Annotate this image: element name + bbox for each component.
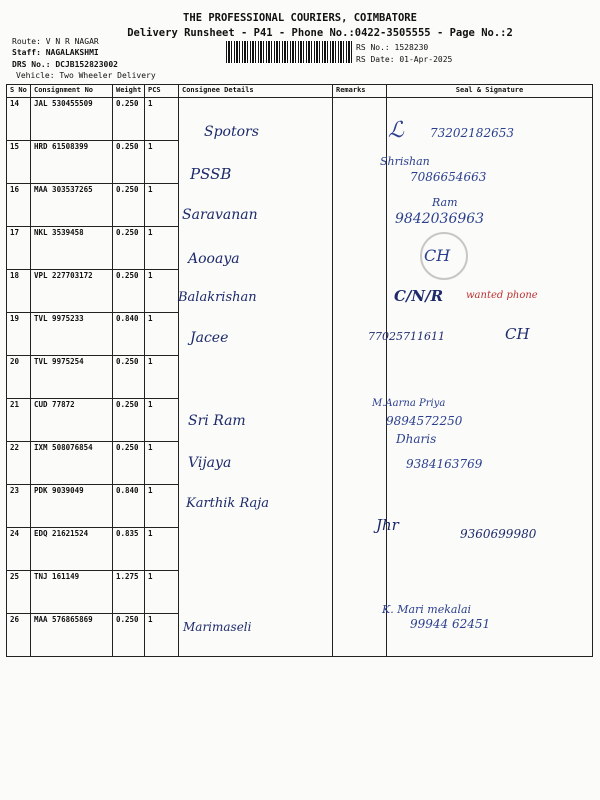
cell-remarks <box>333 614 387 657</box>
handwritten-name: Karthik Raja <box>186 496 270 511</box>
signature-mark: ℒ <box>388 118 404 143</box>
cell-sno: 21 <box>7 399 31 442</box>
table-row <box>7 571 593 614</box>
cell-sno: 14 <box>7 98 31 141</box>
cell-consignment: VPL 227703172 <box>31 270 113 313</box>
handwritten-phone: 7086654663 <box>410 170 487 184</box>
cell-sno: 22 <box>7 442 31 485</box>
cell-weight: 0.840 <box>113 313 145 356</box>
cell-sno: 25 <box>7 571 31 614</box>
cell-pcs: 1 <box>145 571 179 614</box>
cell-pcs: 1 <box>145 184 179 227</box>
vehicle-text: Vehicle: Two Wheeler Delivery <box>16 71 156 80</box>
cell-remarks <box>333 356 387 399</box>
handwritten-phone: 73202182653 <box>430 126 514 140</box>
cell-weight: 0.250 <box>113 141 145 184</box>
col-header-sno: S No <box>7 85 31 98</box>
cell-remarks <box>333 184 387 227</box>
col-header-remarks: Remarks <box>333 85 387 98</box>
handwritten-name: Spotors <box>204 124 259 140</box>
cell-remarks <box>333 98 387 141</box>
cell-remarks <box>333 270 387 313</box>
cell-signature <box>387 485 593 528</box>
cell-weight: 0.250 <box>113 356 145 399</box>
handwritten-name: Marimaseli <box>183 620 252 634</box>
handwritten-name: Jacee <box>190 330 229 346</box>
handwritten-signature: CH <box>505 325 530 343</box>
table-footer-row <box>7 657 593 666</box>
cell-pcs: 1 <box>145 485 179 528</box>
cell-consignment: MAA 303537265 <box>31 184 113 227</box>
col-header-pcs: PCS <box>145 85 179 98</box>
company-title: THE PROFESSIONAL COURIERS, COIMBATORE <box>183 12 417 24</box>
cell-weight: 0.250 <box>113 270 145 313</box>
cell-consignment: JAL 530455509 <box>31 98 113 141</box>
col-header-signature: Seal & Signature <box>387 85 593 98</box>
drs-number: DRS No.: DCJB152823002 <box>12 60 118 69</box>
barcode <box>226 41 352 63</box>
handwritten-signature: CH <box>424 246 451 265</box>
handwritten-signature: Jhr <box>376 516 399 534</box>
table-row <box>7 184 593 227</box>
cell-consignee <box>179 356 333 399</box>
runsheet-table <box>6 84 593 665</box>
cell-pcs: 1 <box>145 227 179 270</box>
table-row <box>7 141 593 184</box>
cell-signature <box>387 227 593 270</box>
handwritten-name: PSSB <box>190 165 232 183</box>
cell-sno: 17 <box>7 227 31 270</box>
cell-pcs: 1 <box>145 399 179 442</box>
table-row <box>7 227 593 270</box>
cell-sno: 18 <box>7 270 31 313</box>
cell-consignment: HRD 61508399 <box>31 141 113 184</box>
cell-weight: 0.250 <box>113 98 145 141</box>
handwritten-signature: K. Mari mekalai <box>382 603 472 616</box>
cell-remarks <box>333 141 387 184</box>
rs-number: RS No.: 1528230 <box>356 43 429 52</box>
cell-sno: 23 <box>7 485 31 528</box>
handwritten-phone: 77025711611 <box>368 330 445 343</box>
handwritten-phone: 9384163769 <box>406 457 483 471</box>
table-footer-rule <box>7 657 593 666</box>
handwritten-signature: M.Aarna Priya <box>372 398 446 409</box>
handwritten-name: Sri Ram <box>188 413 246 429</box>
cell-pcs: 1 <box>145 356 179 399</box>
table-row <box>7 442 593 485</box>
table-header-row <box>7 85 593 98</box>
cell-weight: 0.250 <box>113 227 145 270</box>
cell-sno: 19 <box>7 313 31 356</box>
cell-sno: 15 <box>7 141 31 184</box>
cell-sno: 20 <box>7 356 31 399</box>
handwritten-phone: 9894572250 <box>386 414 463 428</box>
cell-consignment: IXM 508076854 <box>31 442 113 485</box>
cell-consignment: TVL 9975254 <box>31 356 113 399</box>
handwritten-name: Balakrishan <box>178 290 257 305</box>
route-text: Route: V N R NAGAR <box>12 37 99 46</box>
cell-signature <box>387 356 593 399</box>
cell-consignee <box>179 571 333 614</box>
cell-pcs: 1 <box>145 270 179 313</box>
table-row <box>7 356 593 399</box>
handwritten-name: Saravanan <box>182 207 258 223</box>
cell-consignment: EDQ 21621524 <box>31 528 113 571</box>
rs-date: RS Date: 01-Apr-2025 <box>356 55 453 64</box>
col-header-consignee: Consignee Details <box>179 85 333 98</box>
cell-weight: 0.840 <box>113 485 145 528</box>
cell-consignment: MAA 576865869 <box>31 614 113 657</box>
cell-weight: 1.275 <box>113 571 145 614</box>
handwritten-name: Aooaya <box>188 251 240 267</box>
cell-consignment: TVL 9975233 <box>31 313 113 356</box>
cell-sno: 16 <box>7 184 31 227</box>
handwritten-signature: Shrishan <box>380 155 430 168</box>
cell-weight: 0.250 <box>113 184 145 227</box>
table-row <box>7 485 593 528</box>
table-row <box>7 399 593 442</box>
cell-sno: 26 <box>7 614 31 657</box>
handwritten-phone: 9842036963 <box>395 211 485 227</box>
cell-pcs: 1 <box>145 442 179 485</box>
cell-remarks <box>333 442 387 485</box>
cell-pcs: 1 <box>145 313 179 356</box>
handwritten-phone: 9360699980 <box>460 527 537 541</box>
cell-pcs: 1 <box>145 98 179 141</box>
cell-pcs: 1 <box>145 614 179 657</box>
cell-consignment: NKL 3539458 <box>31 227 113 270</box>
cell-pcs: 1 <box>145 141 179 184</box>
cell-weight: 0.250 <box>113 614 145 657</box>
cell-consignment: PDK 9039049 <box>31 485 113 528</box>
cell-consignee <box>179 528 333 571</box>
handwritten-signature: Ram <box>432 196 458 209</box>
cell-weight: 0.835 <box>113 528 145 571</box>
cell-pcs: 1 <box>145 528 179 571</box>
cell-sno: 24 <box>7 528 31 571</box>
cell-remarks <box>333 227 387 270</box>
handwritten-signature: Dharis <box>396 432 437 446</box>
handwritten-status: C/N/R <box>394 287 444 305</box>
handwritten-remark: wanted phone <box>466 290 538 301</box>
cell-consignment: CUD 77872 <box>31 399 113 442</box>
table-row <box>7 614 593 657</box>
runsheet-title: Delivery Runsheet - P41 - Phone No.:0422-3505555 - Page No.:2 <box>127 27 513 39</box>
handwritten-name: Vijaya <box>188 455 232 471</box>
cell-weight: 0.250 <box>113 399 145 442</box>
col-header-weight: Weight <box>113 85 145 98</box>
cell-consignment: TNJ 161149 <box>31 571 113 614</box>
cell-weight: 0.250 <box>113 442 145 485</box>
staff-text: Staff: NAGALAKSHMI <box>12 48 99 57</box>
handwritten-phone: 99944 62451 <box>410 617 491 631</box>
cell-remarks <box>333 571 387 614</box>
col-header-consignment: Consignment No <box>31 85 113 98</box>
